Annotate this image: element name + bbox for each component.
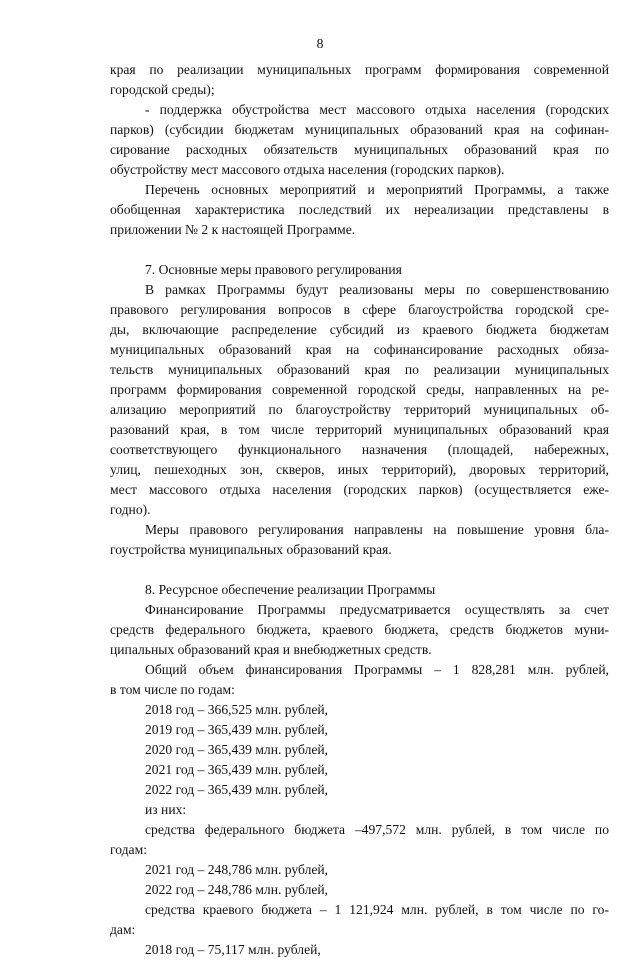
text-line: обобщенная характеристика последствий их нереализации представлены в <box>110 202 609 217</box>
text-line: дам: <box>110 922 136 937</box>
text-line: В рамках Программы будут реализованы меры по совершенствованию <box>145 282 609 297</box>
text-line: городской среды); <box>110 82 215 97</box>
text-line: программ формирования современной городской среды, направленных на ре- <box>110 382 609 397</box>
text-line: муниципальных образований края на софинансирование расходных обяза- <box>110 342 609 357</box>
text-line: ды, включающие распределение субсидий из краевого бюджета бюджетам <box>110 322 609 337</box>
text-line: правового регулирования вопросов в сфере благоустройства городской сре- <box>110 302 609 317</box>
text-line: соответствующего функционального назначения (площадей, набережных, <box>110 442 609 457</box>
text-line: средства федерального бюджета –497,572 млн. рублей, в том числе по <box>145 822 609 837</box>
text-line: годно). <box>110 502 151 517</box>
list-item: из них: <box>145 802 187 817</box>
text-line: сирование расходных обязательств муниципальных образований края по <box>110 142 609 157</box>
text-line: края по реализации муниципальных программ формирования современной <box>110 62 609 77</box>
list-item: 2020 год – 365,439 млн. рублей, <box>145 742 329 757</box>
section-heading: 7. Основные меры правового регулирования <box>145 262 402 277</box>
list-item: 2022 год – 365,439 млн. рублей, <box>145 782 329 797</box>
text-line: годам: <box>110 842 147 857</box>
text-line: Меры правового регулирования направлены на повышение уровня бла- <box>145 522 609 537</box>
text-line: обустройству мест массового отдыха населения (городских парков). <box>110 162 505 177</box>
list-item: 2021 год – 365,439 млн. рублей, <box>145 762 329 777</box>
text-line: Финансирование Программы предусматривается осуществлять за счет <box>145 602 609 617</box>
text-line: мест массового отдыха населения (городских парков) (осуществляется еже- <box>110 482 609 497</box>
page-number: 8 <box>316 36 324 51</box>
text-line: тельств муниципальных образований края по реализации муниципальных <box>110 362 609 377</box>
list-item: 2022 год – 248,786 млн. рублей, <box>145 882 329 897</box>
text-line: гоустройства муниципальных образований края. <box>110 542 392 557</box>
text-line: ципальных образований края и внебюджетных средств. <box>110 642 432 657</box>
text-line: парков) (субсидии бюджетам муниципальных образований края на софинан- <box>110 122 609 137</box>
section-heading: 8. Ресурсное обеспечение реализации Программы <box>145 582 436 597</box>
list-item: 2018 год – 75,117 млн. рублей, <box>145 942 321 957</box>
text-line: приложении № 2 к настоящей Программе. <box>110 222 356 237</box>
text-line: разований края, в том числе территорий муниципальных образований края <box>110 422 609 437</box>
text-line: улиц, пешеходных зон, скверов, иных территорий), дворовых территорий, <box>110 462 609 477</box>
list-item: 2019 год – 365,439 млн. рублей, <box>145 722 329 737</box>
list-item: 2018 год – 366,525 млн. рублей, <box>145 702 329 717</box>
text-line: - поддержка обустройства мест массового отдыха населения (городских <box>145 102 609 117</box>
list-item: 2021 год – 248,786 млн. рублей, <box>145 862 329 877</box>
text-line: средств федерального бюджета, краевого бюджета, средств бюджетов муни- <box>110 622 609 637</box>
text-line: средства краевого бюджета – 1 121,924 млн. рублей, в том числе по го- <box>145 902 609 917</box>
text-line: Общий объем финансирования Программы – 1 828,281 млн. рублей, <box>145 662 609 677</box>
text-line: ализацию мероприятий по благоустройству территорий муниципальных об- <box>110 402 609 417</box>
text-line: Перечень основных мероприятий и мероприятий Программы, а также <box>145 182 609 197</box>
text-line: в том числе по годам: <box>110 682 235 697</box>
document-body <box>110 60 609 960</box>
